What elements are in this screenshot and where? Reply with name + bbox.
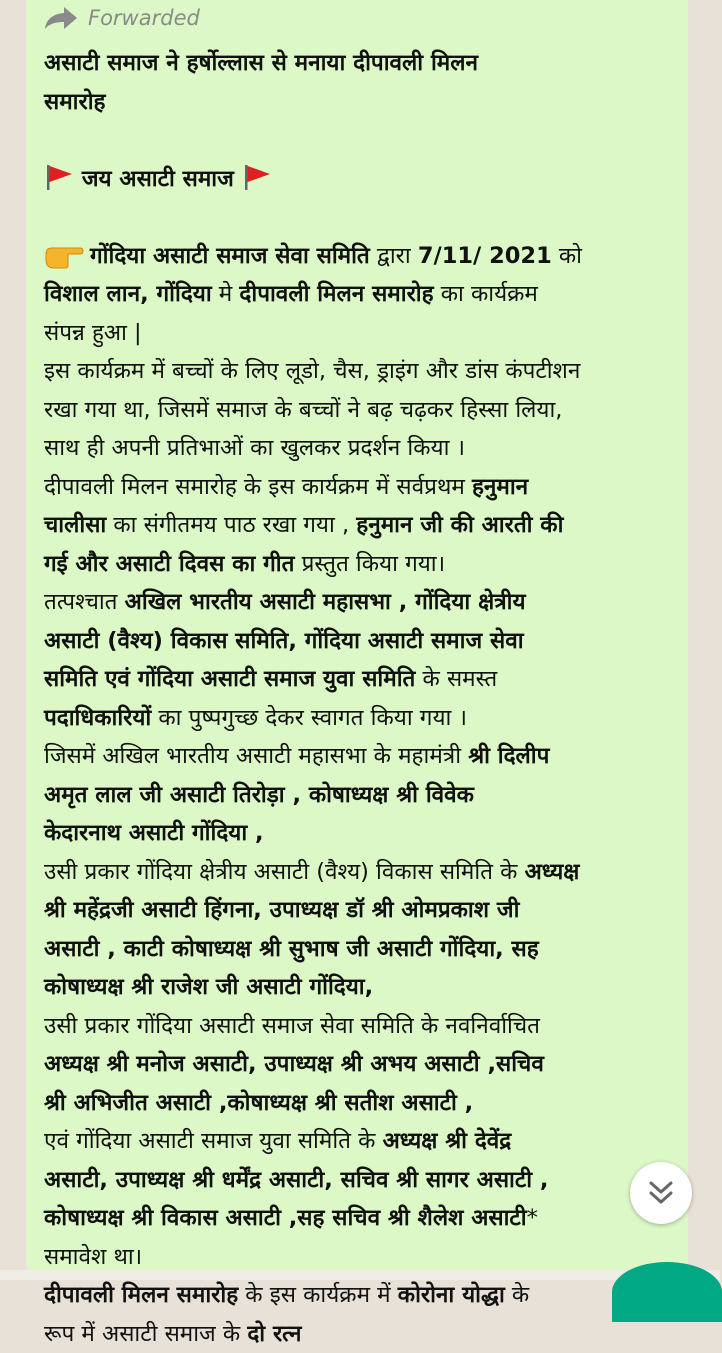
- fab-button-edge[interactable]: [612, 1262, 722, 1322]
- forwarded-header: [44, 4, 674, 32]
- jai-asati-samaj: जय असाटी समाज: [74, 165, 242, 192]
- bottom-edge: [0, 1270, 720, 1280]
- forwarded-label: Forwarded: [88, 6, 200, 30]
- headline-cont: समारोह: [44, 88, 106, 115]
- message-text: असाटी समाज ने हर्षोल्लास से मनाया दीपावली मिलन समारोह जय असाटी समाज गोंदिया असाटी समाज सेवा समिति द्वारा 7/11/ 2021 को विशाल लान, गोंदिया मे दीपावली मिलन समारोह का कार्यक्रम संपन्न हुआ | इस कार्यक्रम में बच्चों के लिए लूडो, चैस, ड्राइंग और डांस कंपटीशन रखा गया था, जिसमें समाज के बच्चों ने बढ़ चढ़कर हिस्सा लिया, साथ ही अपनी प्रतिभाओं का खुलकर प्रदर्शन किया । दीपावली मिलन समारोह के इस कार्यक्रम में सर्वप्रथम हनुमान चालीसा का संगीतमय पाठ रखा गया , हनुमान जी की आरती की गई और असाटी दिवस का गीत प्रस्तुत किया गया। तत्पश्चात अखिल भारतीय असाटी महासभा , गोंदिया क्षेत्रीय असाटी (वैश्य) विकास समिति, गोंदिया असाटी समाज सेवा समिति एवं गोंदिया असाटी समाज युवा समिति के समस्त पदाधिकारियों का पुष्पगुच्छ देकर स्वागत किया गया । जिसमें अखिल भारतीय असाटी महासभा के महामंत्री श्री दिलीप अमृत लाल जी असाटी तिरोड़ा , कोषाध्यक्ष श्री विवेक केदारनाथ असाटी गोंदिया , उसी प्रकार गोंदिया क्षेत्रीय असाटी (वैश्य) विकास समिति के अध्यक्ष श्री महेंद्रजी असाटी हिंगना, उपाध्यक्ष डॉ श्री ओमप्रकाश जी असाटी , काटी कोषाध्यक्ष श्री सुभाष जी असाटी गोंदिया, सह कोषाध्यक्ष श्री राजेश जी असाटी गोंदिया, उसी प्रकार गोंदिया असाटी समाज सेवा समिति के नवनिर्वाचित अध्यक्ष श्री मनोज असाटी, उपाध्यक्ष श्री अभय असाटी ,सचिव श्री अभिजीत असाटी ,कोषाध्यक्ष श्री सतीश असाटी , एवं गोंदिया असाटी समाज युवा समिति के अध्यक्ष श्री देवेंद्र असाटी, उपाध्यक्ष श्री धर्मेंद्र असाटी, सचिव श्री सागर असाटी , कोषाध्यक्ष श्री विकास असाटी ,सह सचिव श्री शैलेश असाटी* समावेश था। दीपावली मिलन समारोह के इस कार्यक्रम में कोरोना योद्धा के रूप में असाटी समाज के दो रत्न: [44, 50, 582, 1347]
- pointing-hand-icon: [44, 240, 84, 270]
- red-flag-icon: [44, 162, 74, 192]
- scroll-to-bottom-button[interactable]: [630, 1162, 692, 1224]
- forward-arrow-icon: [44, 6, 78, 30]
- message-bubble[interactable]: [26, 0, 688, 1347]
- red-flag-icon: [242, 162, 272, 192]
- headline: असाटी समाज ने हर्षोल्लास से मनाया दीपावली मिलन: [44, 50, 478, 76]
- double-chevron-down-icon: [647, 1180, 675, 1206]
